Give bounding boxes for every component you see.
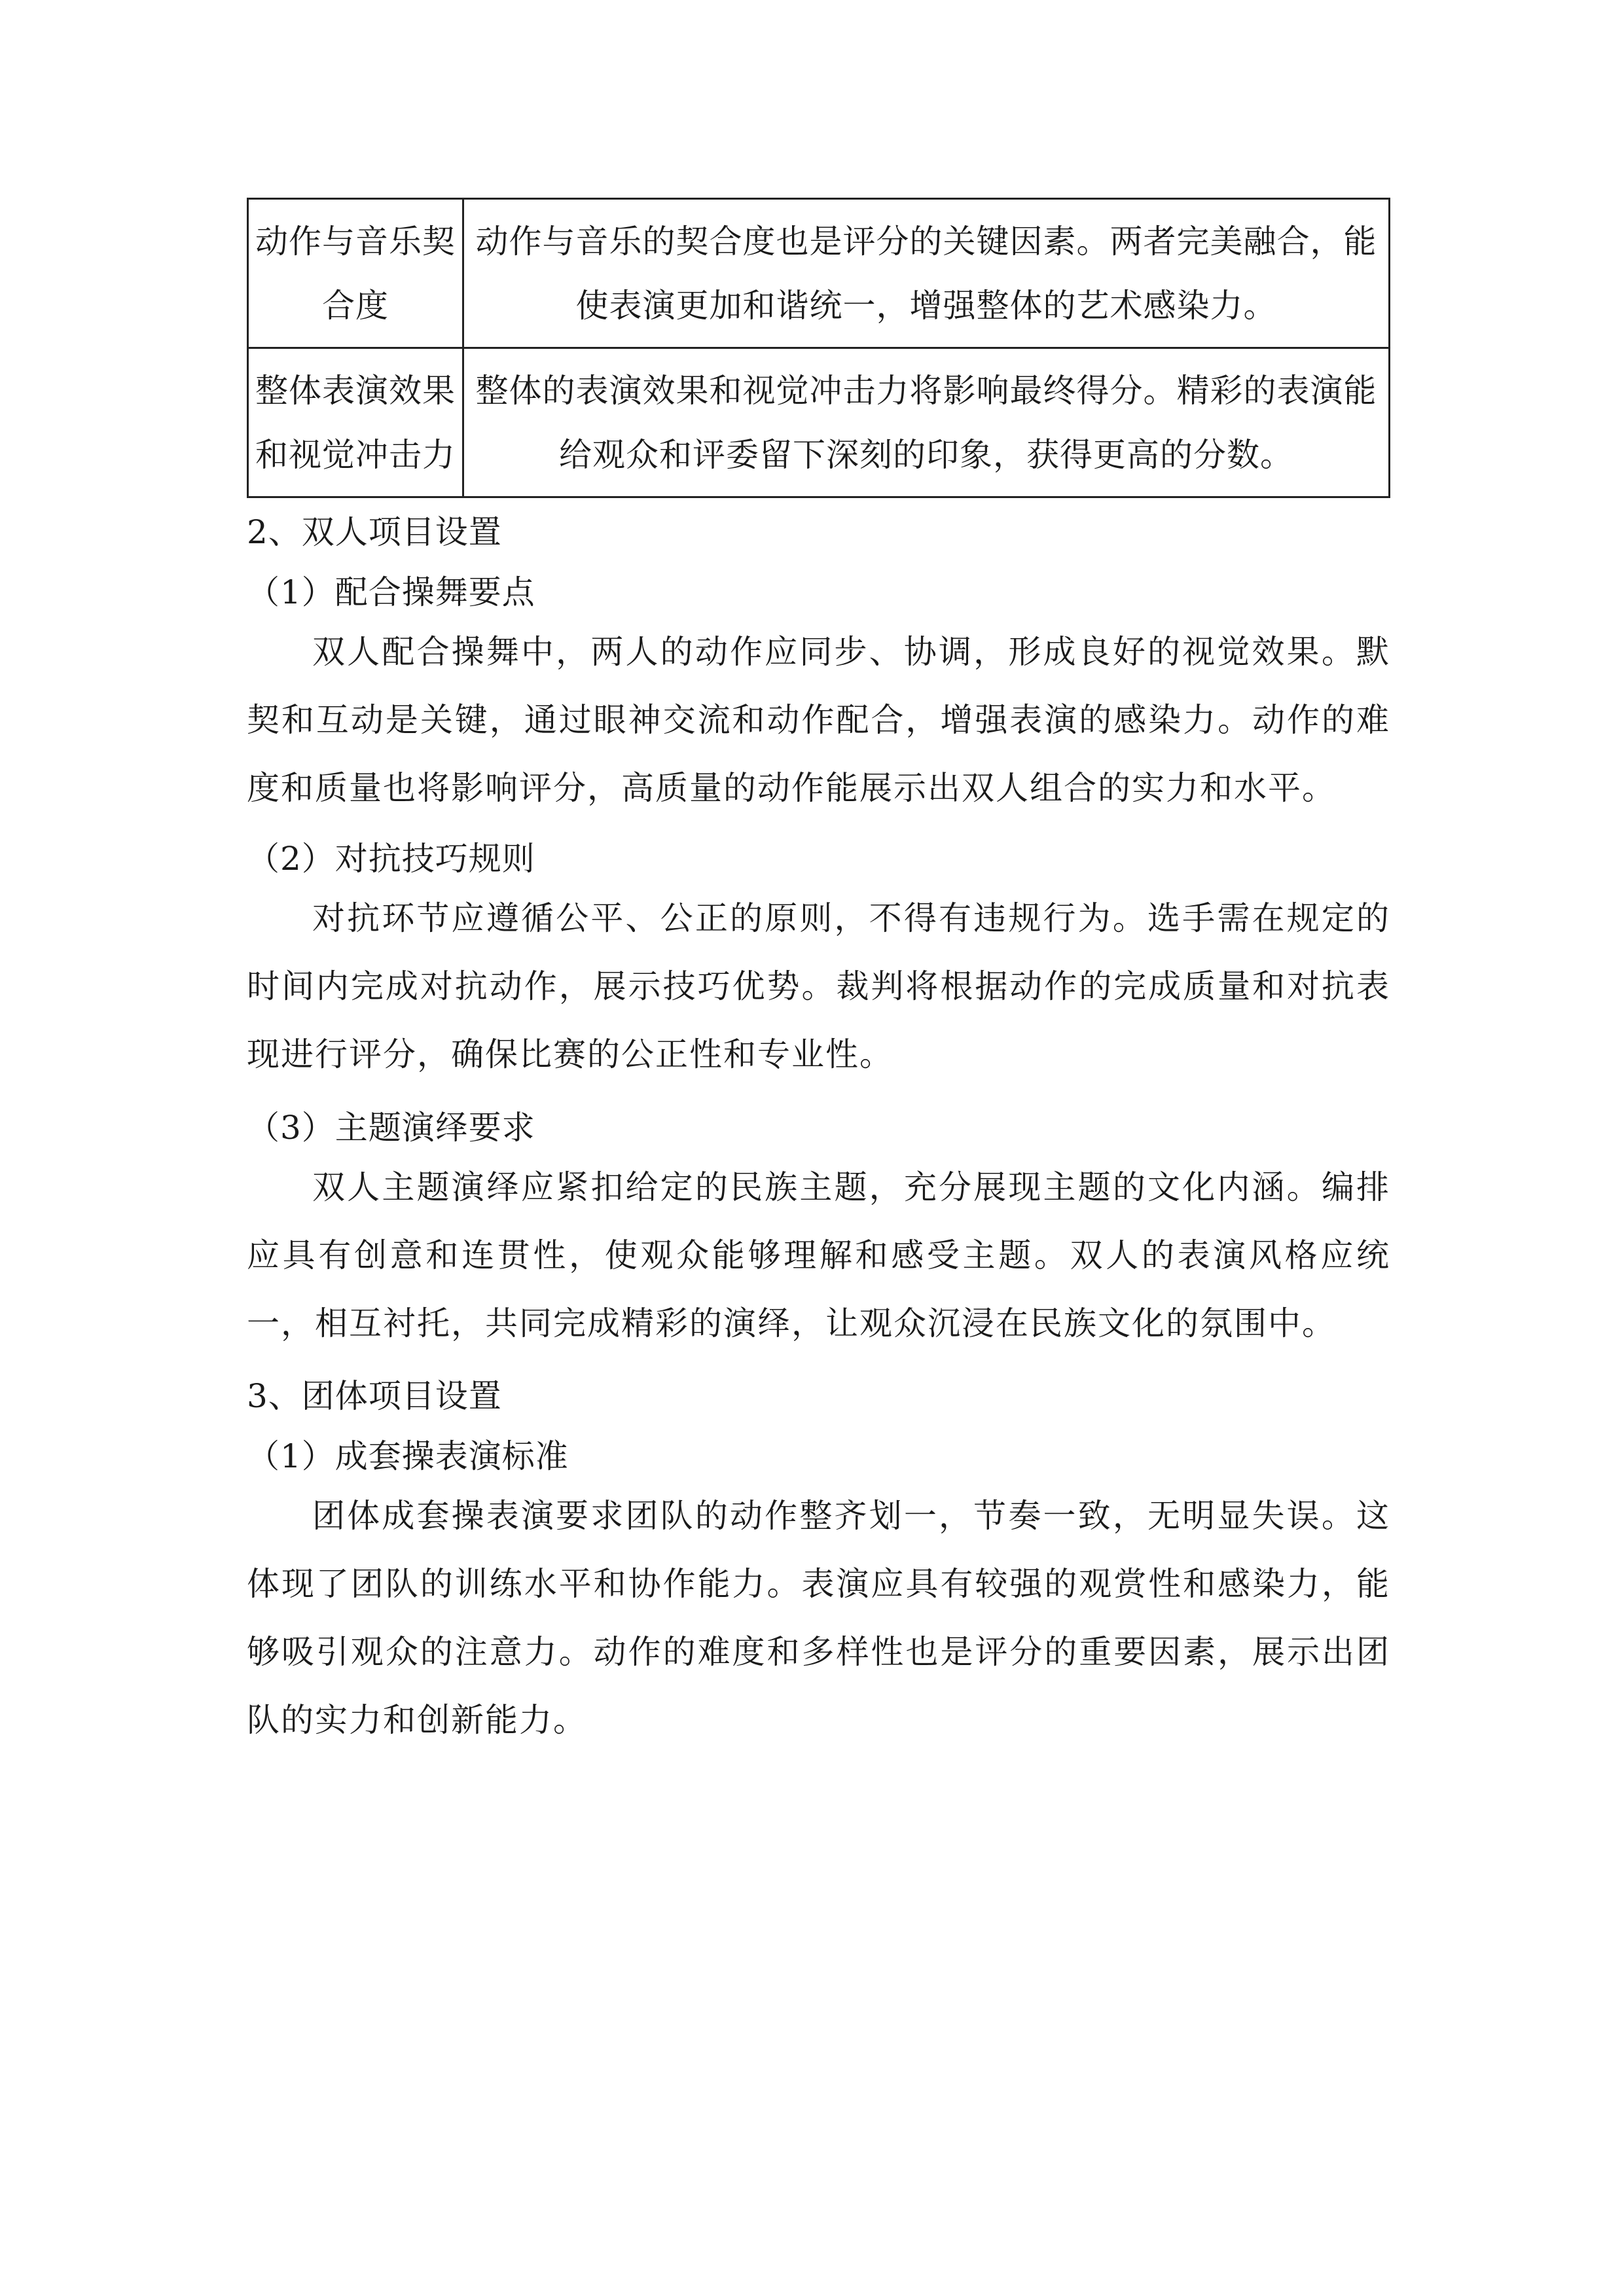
- subsection-title: （1）配合操舞要点: [247, 573, 535, 611]
- section-heading-team: 3、团体项目设置: [247, 1377, 502, 1415]
- criterion-name: 整体表演效果和视觉冲击力: [248, 348, 463, 497]
- subsection-title: （1）成套操表演标准: [247, 1437, 569, 1475]
- paragraph: 双人配合操舞中，两人的动作应同步、协调，形成良好的视觉效果。默契和互动是关键，通过眼神交流和动作配合，增强表演的感染力。动作的难度和质量也将影响评分，高质量的动作能展示出双人组合的实力和水平。: [247, 633, 1390, 807]
- table-row: [248, 348, 1390, 497]
- subsection-title: （3）主题演绎要求: [247, 1109, 535, 1147]
- criterion-name: 动作与音乐契合度: [248, 199, 463, 348]
- subsection-title: （2）对抗技巧规则: [247, 840, 535, 878]
- table-row: [248, 199, 1390, 348]
- scoring-criteria-table: [247, 198, 1390, 498]
- paragraph: 团体成套操表演要求团队的动作整齐划一，节奏一致，无明显失误。这体现了团队的训练水平和协作能力。表演应具有较强的观赏性和感染力，能够吸引观众的注意力。动作的难度和多样性也是评分的重要因素，展示出团队的实力和创新能力。: [247, 1497, 1390, 1739]
- section-heading-pair: 2、双人项目设置: [247, 513, 502, 551]
- paragraph: 双人主题演绎应紧扣给定的民族主题，充分展现主题的文化内涵。编排应具有创意和连贯性，使观众能够理解和感受主题。双人的表演风格应统一，相互衬托，共同完成精彩的演绎，让观众沉浸在民族文化的氛围中。: [247, 1168, 1390, 1342]
- paragraph: 对抗环节应遵循公平、公正的原则，不得有违规行为。选手需在规定的时间内完成对抗动作，展示技巧优势。裁判将根据动作的完成质量和对抗表现进行评分，确保比赛的公正性和专业性。: [247, 899, 1390, 1073]
- criterion-description: 整体的表演效果和视觉冲击力将影响最终得分。精彩的表演能给观众和评委留下深刻的印象，获得更高的分数。: [463, 348, 1390, 497]
- criterion-description: 动作与音乐的契合度也是评分的关键因素。两者完美融合，能使表演更加和谐统一，增强整体的艺术感染力。: [463, 199, 1390, 348]
